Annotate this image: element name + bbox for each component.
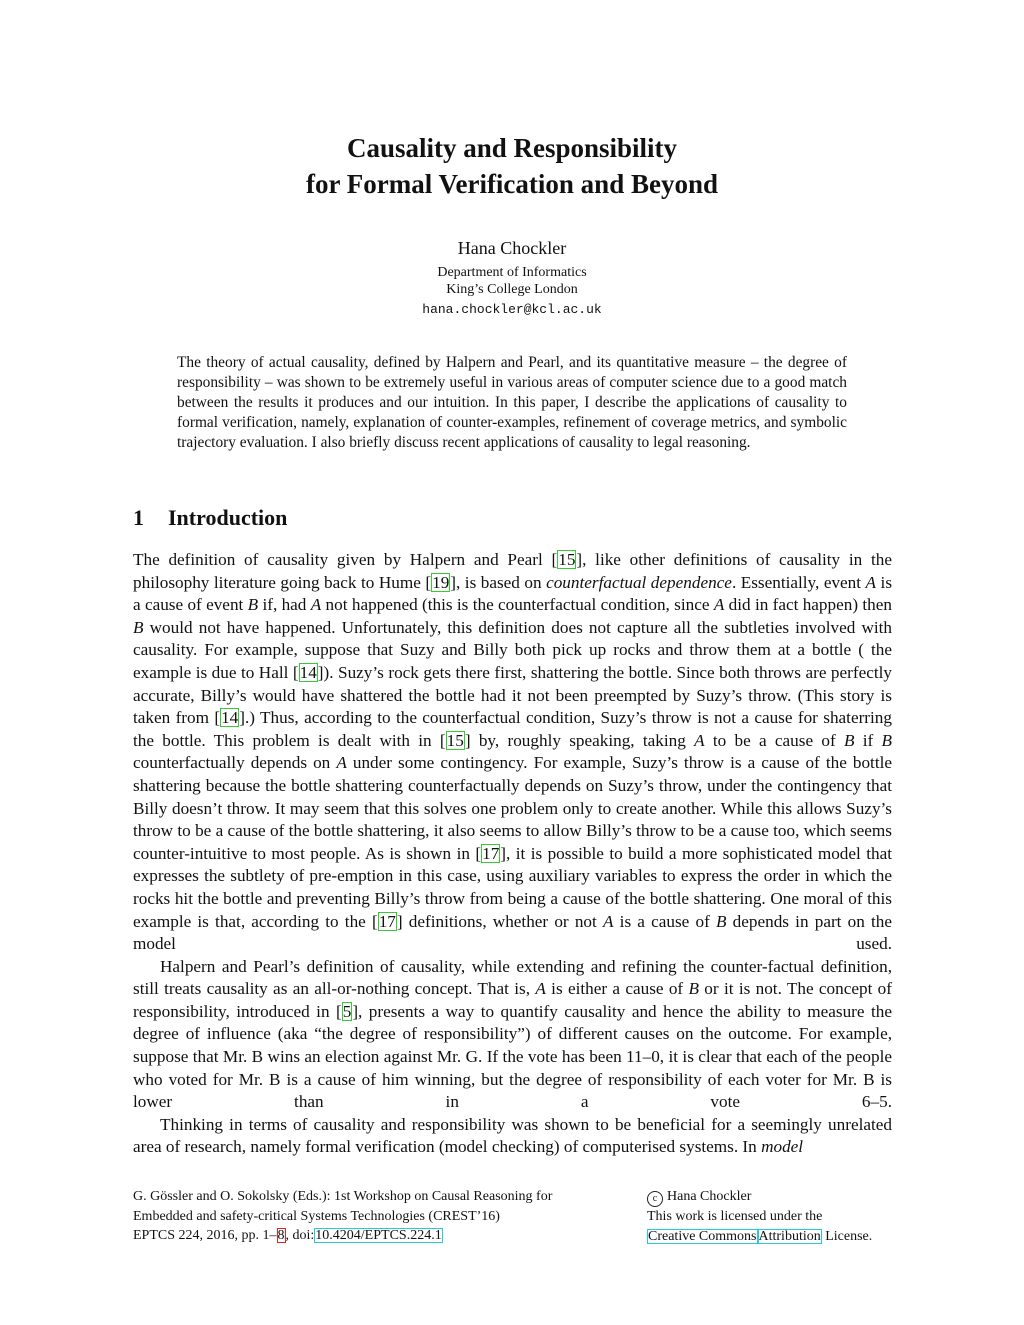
italic-term: B [843, 730, 855, 750]
license-info [647, 1187, 872, 1246]
text-run: ], like other definitions of causality in the philosophy literature going back to Hume [ [133, 550, 892, 592]
text-run: ] by, roughly speaking, taking [464, 730, 695, 750]
text-run: or it is not. The concept of responsibility, introduced in [ [133, 979, 892, 1021]
text-run: ], is based on [450, 572, 547, 592]
title-line-1: Causality and Responsibility [346, 133, 678, 163]
citation-link[interactable]: 19 [432, 572, 450, 592]
license-links [647, 1227, 872, 1247]
text-run: ] definitions, whether or not [396, 911, 603, 931]
department: Department of Informatics [437, 265, 587, 280]
page-range-prefix: EPTCS 224, 2016, pp. 1– [133, 1228, 277, 1243]
text-run: The definition of causality given by Halpern and Pearl [ [133, 550, 558, 569]
text-run: ], it is possible to build a more sophisticated model that expresses the subtlety of pre-emption in this case, using auxiliary variables to express the order in which the rocks hit the bottle and preventing Billy’s throw from being a cause of the bottle shattering. One moral of this example is that, according to the [ [133, 843, 892, 931]
text-run: depends in part on the model used. [133, 911, 892, 954]
publication-info [133, 1187, 552, 1246]
text-run: ], presents a way to quantify causality and hence the ability to measure the degree of influence (aka “the degree of responsibility”) of different causes on the outcome. For example, suppose that Mr. B wins an election against Mr. G. If the vote has been 11–0, it is clear that each of the people who voted for Mr. B is a cause of him winning, but the degree of responsibility of each voter for Mr. B is lower than in a vote 6–5. [133, 1001, 892, 1112]
text-run: would not have happened. Unfortunately, this definition does not capture all the subtleties involved with causality. For example, suppose that Suzy and Billy both pick up rocks and throw them at a bottle ( the example is due to Hall [ [133, 617, 892, 682]
italic-term: A [865, 572, 877, 592]
body-text [133, 549, 892, 1159]
title-line-2: for Formal Verification and Beyond [305, 169, 718, 199]
section-heading [133, 504, 287, 532]
license-line: This work is licensed under the [647, 1209, 823, 1224]
footer-line: Embedded and safety-critical Systems Technologies (CREST’16) [133, 1208, 500, 1224]
text-run: is a cause of [613, 911, 716, 931]
paragraph [133, 956, 892, 1114]
text-run: ].) Thus, according to the counterfactual condition, Suzy’s throw is not a cause for shaterring the bottle. This problem is dealt with in [ [133, 708, 892, 750]
citation-link[interactable]: 15 [446, 730, 464, 750]
italic-term: A [602, 911, 614, 931]
institution: King’s College London [446, 282, 578, 297]
italic-term: A [310, 595, 322, 615]
last-page-link[interactable]: 8 [277, 1228, 285, 1243]
copyright-icon: c [647, 1191, 663, 1207]
text-run: . Essentially, event [731, 572, 866, 592]
creative-commons-link[interactable]: Creative Commons [648, 1228, 757, 1244]
footer-line: G. Gössler and O. Sokolsky (Eds.): 1st Workshop on Causal Reasoning for [133, 1189, 553, 1204]
text-run: is either a cause of [545, 979, 689, 999]
italic-term: A [535, 979, 546, 999]
doi-link[interactable]: 10.4204/EPTCS.224.1 [315, 1228, 442, 1243]
attribution-link[interactable]: Attribution [758, 1228, 821, 1244]
author-name: Hana Chockler [457, 238, 567, 258]
italic-term: B [247, 595, 259, 615]
italic-term: A [713, 595, 725, 615]
author-affiliation [0, 264, 1024, 298]
text-run: Thinking in terms of causality and responsibility was shown to be beneficial for a seemingly unrelated area of research, namely formal verification (model checking) of computerised systems. In [133, 1114, 892, 1157]
citation-link[interactable]: 17 [482, 843, 500, 863]
italic-term: B [688, 979, 699, 999]
citation-link[interactable]: 15 [558, 550, 576, 569]
citation-link[interactable]: 5 [342, 1001, 352, 1021]
text-run: did in fact happen) then [724, 595, 892, 615]
italic-term: B [715, 911, 727, 931]
text-run: counterfactually depends on [133, 753, 337, 773]
text-run: if [854, 730, 882, 750]
citation-link[interactable]: 14 [299, 662, 317, 682]
citation-link[interactable]: 14 [221, 708, 239, 728]
text-run: if, had [258, 595, 311, 615]
paper-title [0, 130, 1024, 202]
section-number: 1 [133, 505, 144, 530]
doi-label: , doi: [285, 1228, 315, 1243]
footer-line [133, 1226, 552, 1246]
abstract: The theory of actual causality, defined by Halpern and Pearl, and its quantitative measure – the degree of responsibility – was shown to be extremely useful in various areas of computer science due to a good match between the results it produces and our intuition. In this paper, I describe the applications of causality to formal verification, namely, explanation of counter-examples, refinement of coverage metrics, and symbolic trajectory evaluation. I also briefly discuss recent applications of causality to legal reasoning. [177, 354, 847, 451]
copyright-holder: Hana Chockler [667, 1189, 752, 1204]
italic-term: B [881, 730, 893, 750]
text-run: is a cause of event [133, 572, 893, 615]
license-suffix: License. [821, 1228, 873, 1244]
italic-term: A [694, 730, 705, 750]
text-run: not happened (this is the counterfactual condition, since [321, 595, 714, 615]
italic-term: model [761, 1137, 804, 1157]
copyright-line [647, 1187, 872, 1207]
italic-term: counterfactual dependence [546, 572, 732, 592]
paragraph [133, 549, 892, 956]
section-title: Introduction [168, 505, 288, 530]
text-run: Halpern and Pearl’s definition of causality, while extending and refining the counter-factual definition, still treats causality as an all-or-nothing concept. That is, [133, 956, 892, 999]
text-run: under some contingency. For example, Suzy’s throw is a cause of the bottle shattering because the bottle shattering counterfactually depends on Suzy’s throw, under the contingency that Billy doesn’t throw. It may seem that this solves one problem only to create another. While this allows Suzy’s throw to be a cause of the bottle shattering, it also seems to allow Billy’s throw to be a cause too, which seems counter-intuitive to most people. As is shown in [ [133, 753, 893, 863]
italic-term: B [133, 617, 144, 637]
author-email: hana.chockler@kcl.ac.uk [422, 302, 602, 317]
citation-link[interactable]: 17 [378, 911, 396, 931]
paragraph [133, 1114, 892, 1159]
text-run: to be a cause of [704, 730, 844, 750]
text-run: ]). Suzy’s rock gets there first, shattering the bottle. Since both throws are perfectly accurate, Billy’s would have shattered the bottle had it not been preempted by Suzy’s throw. (This story is taken from [ [133, 662, 893, 728]
italic-term: A [336, 753, 347, 773]
